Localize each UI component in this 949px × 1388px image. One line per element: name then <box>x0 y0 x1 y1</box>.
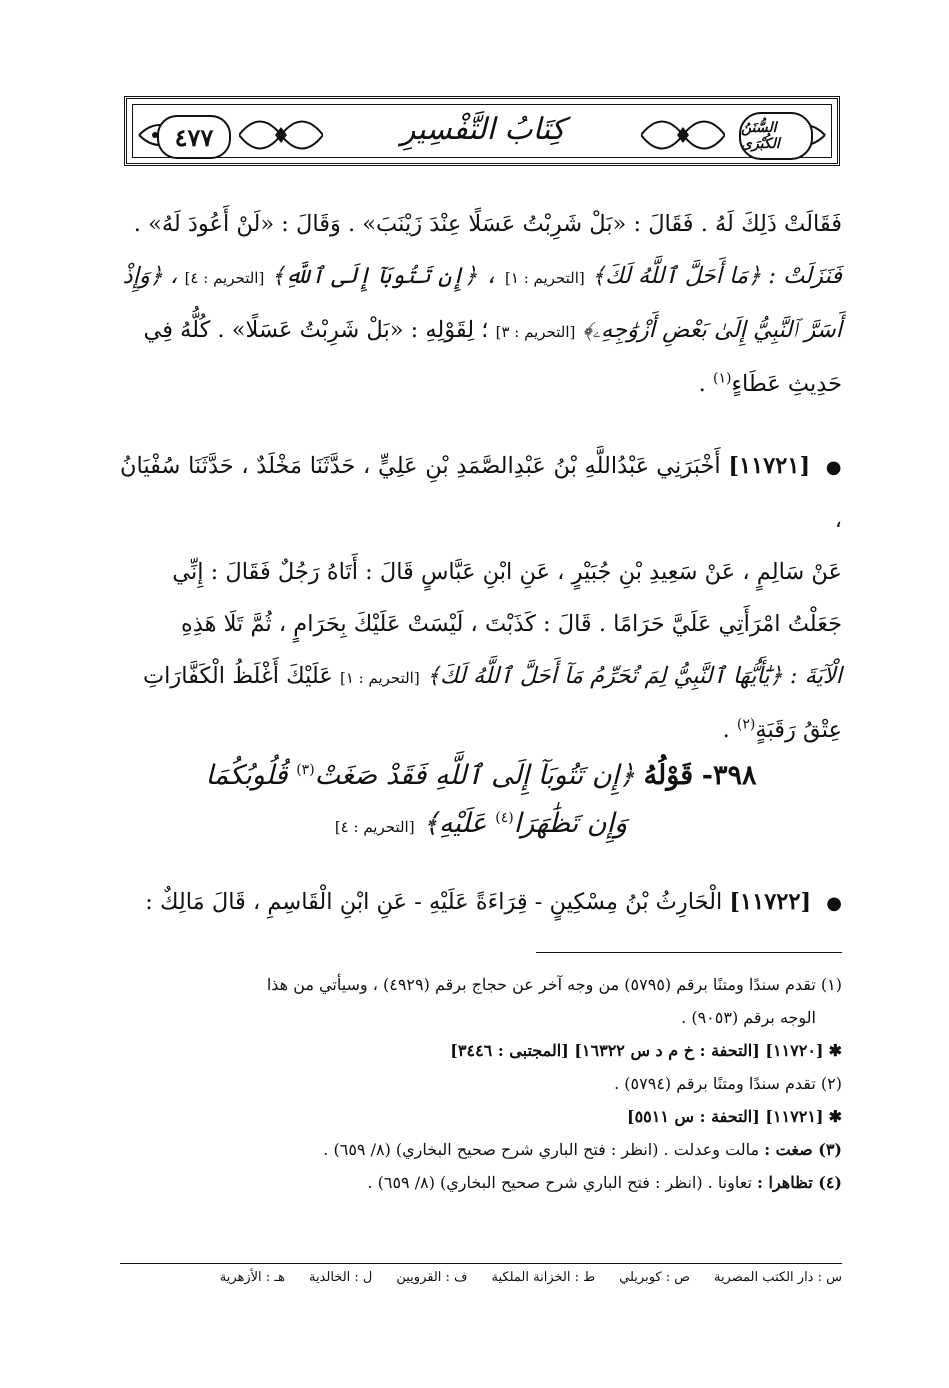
text-line-1: فَقَالَتْ ذَلِكَ لَهُ . فَقَالَ : «بَلْ شَرِبْتُ عَسَلًا عِنْدَ زَيْنَبَ» . وَقَالَ : «لَنْ أَعُودَ لَهُ» . <box>133 211 842 237</box>
text-line <box>120 358 842 410</box>
legend-item: ف : القرويين <box>396 1270 468 1285</box>
footnote-1-cont: الوجه برقم (٩٠٥٣) . <box>681 1008 816 1027</box>
hadith-11722 <box>120 876 842 930</box>
banner-inner-frame <box>132 104 832 158</box>
footnote-marker: (٢) <box>736 716 756 733</box>
text-line <box>120 704 842 756</box>
text-segment: عَنْ سَالِمٍ ، عَنْ سَعِيدِ بْنِ جُبَيْرٍ ، عَنِ ابْنِ عَبَّاسٍ قَالَ : أَتَاهُ رَجُلٌ فَقَالَ : إِنِّي <box>172 559 842 585</box>
section-number: ٣٩٨- <box>701 760 757 791</box>
manuscript-legend <box>120 1270 842 1285</box>
hadith-11721 <box>120 440 842 756</box>
verse-reference: [التحريم : ١] <box>505 269 585 287</box>
legend-item: ط : الخزانة الملكية <box>491 1270 596 1285</box>
legend-item: ص : كوبريلي <box>619 1270 690 1285</box>
source-ref: [١١٧٢٠] [التحفة : خ م د س ١٦٣٢٢] [المجتبى : ٣٤٤٦] <box>450 1041 824 1060</box>
footnote-3 <box>120 1133 842 1166</box>
hadith-number: [١١٧٢١] <box>728 453 811 479</box>
quran-quote: وَإِن تَظَٰهَرَا <box>513 808 628 839</box>
quran-quote: ، ﴿وَإِذْ <box>122 263 178 289</box>
text-segment: عِتْقُ رَقَبَةٍ <box>755 717 842 743</box>
verse-reference: [التحريم : ٤] <box>184 269 265 287</box>
book-emblem: السُّنَنُ الكُبْرَى <box>739 112 813 160</box>
source-ref: [١١٧٢١] [التحفة : س ٥٥١١] <box>626 1107 824 1126</box>
text-line <box>120 650 842 704</box>
text-line <box>120 598 842 650</box>
heading-line <box>120 800 842 851</box>
text-segment: ؛ لِقَوْلِهِ : «بَلْ شَرِبْتُ عَسَلًا» . كُلُّهُ فِي <box>143 317 489 343</box>
bullet-icon: ● <box>825 457 842 478</box>
text-line <box>120 440 842 546</box>
legend-divider <box>120 1263 842 1264</box>
verse-reference: [التحريم : ٤] <box>334 818 415 836</box>
quran-quote: الْآيَةَ : ﴿يَٰٓأَيُّهَا ٱلنَّبِيُّ لِمَ تُحَرِّمُ مَآ أَحَلَّ ٱللَّهُ لَكَ﴾ <box>426 663 842 689</box>
text-segment: . <box>722 717 730 743</box>
text-line <box>120 876 842 930</box>
legend-item: ل : الخالدية <box>308 1270 373 1285</box>
source-note-11721 <box>120 1100 842 1133</box>
text-segment: جَعَلْتُ امْرَأَتِي عَلَيَّ حَرَامًا . قَالَ : كَذَبْتَ ، لَيْسَتْ عَلَيْكَ بِحَرَامٍ ، ثُمَّ تَلَا هَذِهِ <box>181 611 842 637</box>
glossary-term: (٣) صغت : <box>764 1140 842 1159</box>
book-title: كِتَابُ التَّفْسِيرِ <box>400 112 566 147</box>
text-line <box>120 198 842 250</box>
asterisk-icon: ✱ <box>828 1041 842 1060</box>
text-segment: عَلَيْكَ أَغْلَظُ الْكَفَّارَاتِ <box>142 663 333 689</box>
text-line <box>120 304 842 358</box>
hadith-number: [١١٧٢٢] <box>729 889 812 915</box>
ornament-mid-left-icon <box>239 113 323 157</box>
footnote-marker: (١) <box>712 370 732 387</box>
text-segment: الْحَارِثُ بْنُ مِسْكِينٍ - قِرَاءَةً عَلَيْهِ - عَنِ ابْنِ الْقَاسِمِ ، قَالَ مَالِكٌ : <box>145 889 723 915</box>
quran-quote: ﴿إِن تَتُوبَآ إِلَى ٱللَّهِ فَقَدْ صَغَتْ <box>314 760 635 791</box>
footnote-marker: (٤) <box>495 810 514 826</box>
glossary-term: (٤) تظاهرا : <box>757 1173 842 1192</box>
quran-quote: ، ﴿إِن تَتُوبَآ إِلَى ٱللَّهِ﴾ <box>271 263 498 289</box>
source-note-11720 <box>120 1034 842 1067</box>
heading-lead: قَوْلُهُ <box>643 760 694 791</box>
footnote-2: (٢) تقدم سندًا ومتنًا برقم (٥٧٩٤) . <box>614 1074 842 1093</box>
page-header-banner <box>124 96 840 166</box>
text-segment: أَخْبَرَنِي عَبْدُاللَّهِ بْنُ عَبْدِالصَّمَدِ بْنِ عَلِيٍّ ، حَدَّثَنَا مَخْلَدٌ ، حَدَّثَنَا سُفْيَانُ ، <box>120 453 842 533</box>
legend-item: س : دار الكتب المصرية <box>713 1270 842 1285</box>
legend-item: هـ : الأزهرية <box>219 1270 285 1285</box>
paragraph-continuation <box>120 198 842 410</box>
quran-quote: قُلُوبُكُمَا <box>205 760 288 791</box>
text-segment: . <box>698 371 706 397</box>
bullet-icon: ● <box>826 893 842 914</box>
asterisk-icon: ✱ <box>828 1107 842 1126</box>
text-line <box>120 546 842 598</box>
glossary-text: تعاونا . (انظر : فتح الباري شرح صحيح البخاري) (٨/ ٦٥٩) . <box>367 1173 752 1192</box>
glossary-text: مالت وعدلت . (انظر : فتح الباري شرح صحيح البخاري) (٨/ ٦٥٩) . <box>323 1140 760 1159</box>
footnote-4 <box>120 1166 842 1199</box>
quran-quote: أَسَرَّ ٱلنَّبِيُّ إِلَىٰ بَعْضِ أَزْوَٰجِهِۦ﴾ <box>582 317 842 343</box>
section-heading <box>120 752 842 851</box>
quran-quote: فَنَزَلَتْ : ﴿مَا أَحَلَّ ٱللَّهُ لَكَ﴾ <box>591 263 842 289</box>
footnote-divider <box>536 952 842 953</box>
heading-line <box>120 752 842 800</box>
footnotes <box>120 968 842 1199</box>
quran-quote: عَلَيْهِ﴾ <box>423 808 487 839</box>
footnote-1: (١) تقدم سندًا ومتنًا برقم (٥٧٩٥) من وجه آخر عن حجاج برقم (٤٩٢٩) ، وسيأتي من هذا <box>266 975 842 994</box>
page-number: ٤٧٧ <box>157 115 231 159</box>
footnote-marker: (٣) <box>296 762 315 778</box>
ornament-mid-right-icon <box>641 113 725 157</box>
text-line <box>120 250 842 304</box>
verse-reference: [التحريم : ٣] <box>495 323 576 341</box>
verse-reference: [التحريم : ١] <box>339 669 420 687</box>
text-segment: حَدِيثِ عَطَاءٍ <box>731 371 842 397</box>
